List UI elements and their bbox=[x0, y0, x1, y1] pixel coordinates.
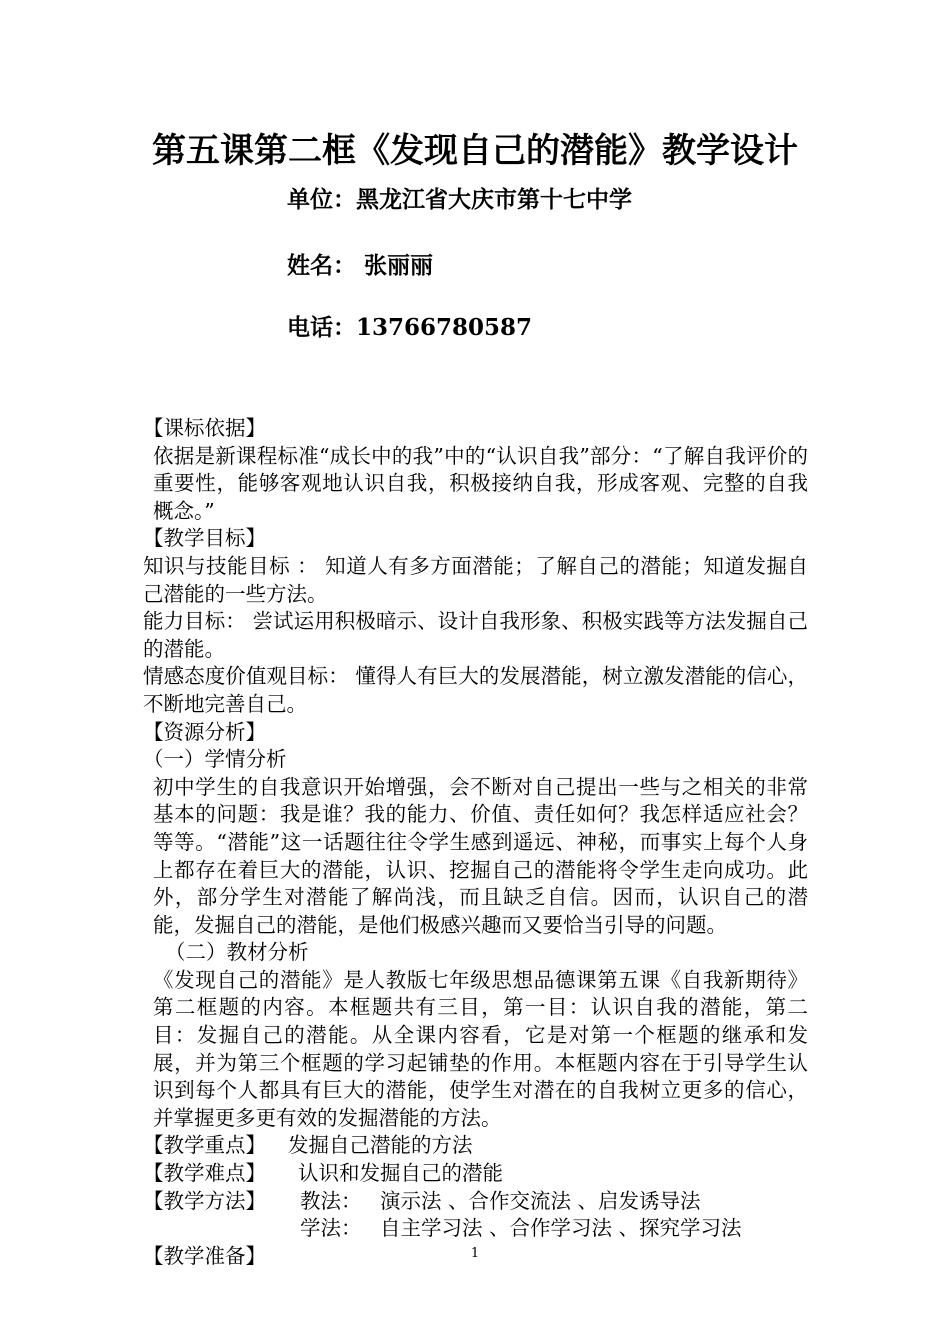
goal-emotion: 情感态度价值观目标： 懂得人有巨大的发展潜能，树立激发潜能的信心，不断地完善自己。 bbox=[143, 664, 808, 716]
key-point-heading: 【教学重点】 bbox=[143, 1133, 266, 1158]
key-point-text: 发掘自己潜能的方法 bbox=[288, 1133, 473, 1158]
learn-methods: 自主学习法 、合作学习法 、探究学习法 bbox=[380, 1216, 742, 1241]
difficulty-text: 认识和发掘自己的潜能 bbox=[298, 1161, 503, 1186]
author-phone: 电话：13766780587 bbox=[287, 314, 533, 341]
student-analysis-subheading: （一）学情分析 bbox=[143, 747, 287, 772]
method-heading: 【教学方法】 bbox=[143, 1188, 266, 1213]
curriculum-heading: 【课标依据】 bbox=[143, 416, 266, 440]
goal-knowledge: 知识与技能目标 ： 知道人有多方面潜能；了解自己的潜能；知道发掘自己潜能的一些方法。 bbox=[143, 553, 808, 606]
difficulty-heading: 【教学难点】 bbox=[143, 1161, 266, 1186]
document-body bbox=[143, 415, 808, 1270]
teach-methods: 演示法 、合作交流法 、启发诱导法 bbox=[380, 1188, 701, 1213]
learning-method-row bbox=[143, 1215, 808, 1243]
goal-ability: 能力目标： 尝试运用积极暗示、设计自我形象、积极实践等方法发掘自己的潜能。 bbox=[143, 609, 808, 661]
document-title: 第五课第二框《发现自己的潜能》教学设计 bbox=[152, 131, 798, 171]
student-analysis-paragraph: 初中学生的自我意识开始增强，会不断对自己提出一些与之相关的非常基本的问题：我是谁？我的能力、价值、责任如何？我怎样适应社会？等等。“潜能”这一话题往往令学生感到遥远、神秘，而事实上每个人身上都存在着巨大的潜能，认识、挖掘自己的潜能将令学生走向成功。此外，部分学生对潜能了解尚浅，而且缺乏自信。因而，认识自己的潜能，发掘自己的潜能，是他们极感兴趣而又要恰当引导的问题。 bbox=[153, 774, 808, 937]
resource-heading: 【资源分析】 bbox=[143, 719, 266, 744]
teach-label: 教法： bbox=[300, 1188, 362, 1213]
preparation-heading: 【教学准备】 bbox=[143, 1243, 266, 1268]
material-analysis-paragraph: 《发现自己的潜能》是人教版七年级思想品德课第五课《自我新期待》第二框题的内容。本框题共有三目，第一目：认识自我的潜能，第二目：发掘自己的潜能。从全课内容看，它是对第一个框题的继承和发展，并为第三个框题的学习起铺垫的作用。本框题内容在于引导学生认识到每个人都具有巨大的潜能，使学生对潜在的自我树立更多的信心，并掌握更多更有效的发掘潜能的方法。 bbox=[153, 967, 808, 1130]
curriculum-paragraph: 依据是新课程标准“成长中的我”中的“认识自我”部分：“了解自我评价的重要性，能够客观地认识自我，积极接纳自我，形成客观、完整的自我概念。” bbox=[153, 443, 808, 523]
author-name: 姓名： 张丽丽 bbox=[287, 252, 434, 279]
key-point-row bbox=[143, 1132, 808, 1160]
author-unit: 单位：黑龙江省大庆市第十七中学 bbox=[287, 186, 632, 213]
material-analysis-subheading: （二）教材分析 bbox=[165, 940, 309, 965]
learn-label: 学法： bbox=[300, 1216, 362, 1241]
difficulty-row bbox=[143, 1160, 808, 1188]
page-number: 1 bbox=[470, 1246, 480, 1261]
teaching-method-row bbox=[143, 1188, 808, 1216]
goals-heading: 【教学目标】 bbox=[143, 526, 266, 551]
